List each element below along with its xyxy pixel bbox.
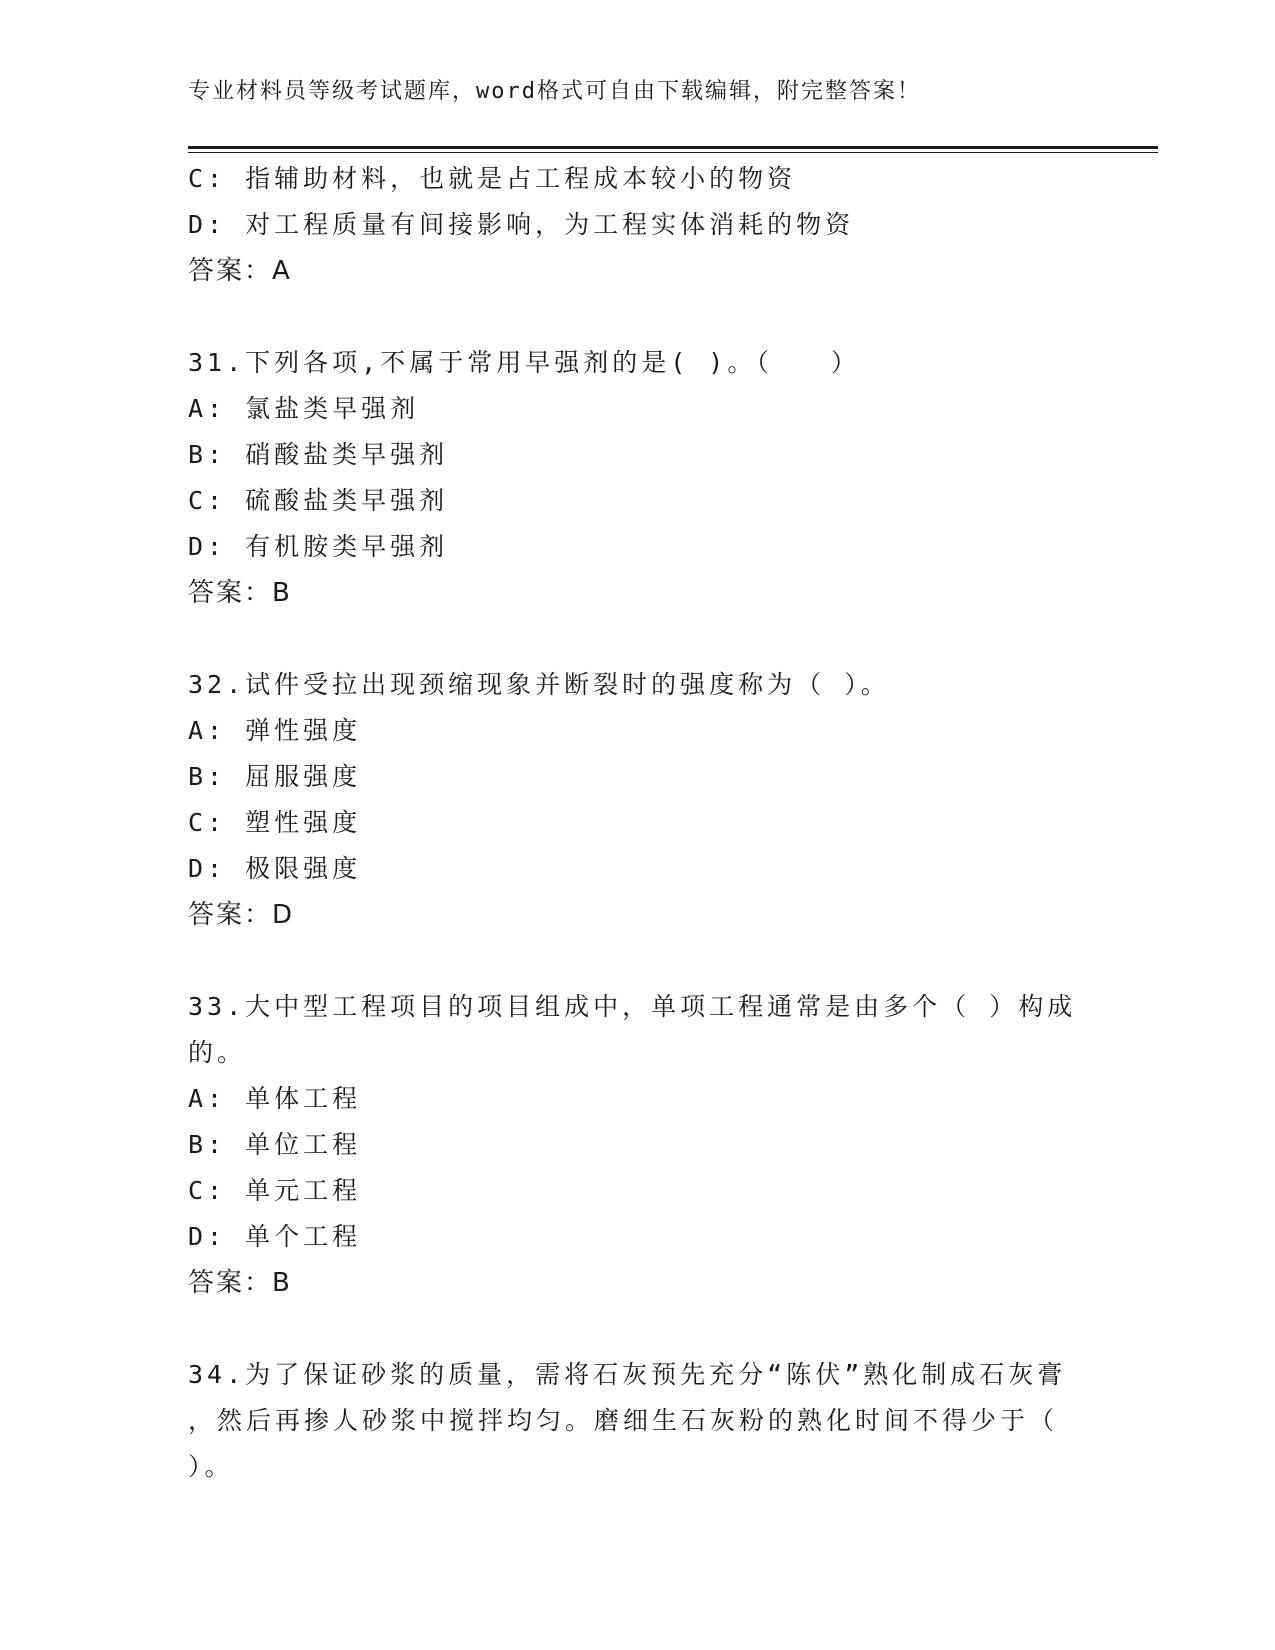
question-stem: 31.下列各项,不属于常用早强剂的是( )。（ ） bbox=[188, 348, 860, 377]
spacer bbox=[188, 938, 1088, 984]
question-stem-continued: ）。 bbox=[188, 1452, 234, 1481]
question-stem: 33.大中型工程项目的项目组成中，单项工程通常是由多个（ ）构成 bbox=[188, 992, 1077, 1021]
option-a: A: 单体工程 bbox=[188, 1084, 362, 1113]
option-d: D: 极限强度 bbox=[188, 854, 362, 883]
spacer bbox=[188, 616, 1088, 662]
option-a: A: 弹性强度 bbox=[188, 716, 362, 745]
answer-line: 答案：B bbox=[188, 1268, 292, 1298]
answer-line: 答案：B bbox=[188, 578, 292, 608]
spacer bbox=[188, 1306, 1088, 1352]
spacer bbox=[188, 294, 1088, 340]
option-a: A: 氯盐类早强剂 bbox=[188, 394, 420, 423]
option-c: C: 单元工程 bbox=[188, 1176, 362, 1205]
option-b: B: 单位工程 bbox=[188, 1130, 362, 1159]
page-header: 专业材料员等级考试题库，word格式可自由下载编辑，附完整答案！ bbox=[188, 79, 921, 104]
question-stem: 34.为了保证砂浆的质量，需将石灰预先充分“陈伏”熟化制成石灰膏 bbox=[188, 1360, 1067, 1389]
question-stem-continued: 的。 bbox=[188, 1038, 247, 1067]
option-c: C: 指辅助材料，也就是占工程成本较小的物资 bbox=[188, 164, 797, 193]
header-rule-thin bbox=[188, 152, 1158, 153]
question-list bbox=[188, 156, 1088, 1490]
question-stem: 32.试件受拉出现颈缩现象并断裂时的强度称为（ ）。 bbox=[188, 670, 890, 699]
option-d: D: 单个工程 bbox=[188, 1222, 362, 1251]
option-c: C: 硫酸盐类早强剂 bbox=[188, 486, 449, 515]
question-stem-continued: ，然后再掺人砂浆中搅拌均匀。磨细生石灰粉的熟化时间不得少于（ bbox=[188, 1406, 1059, 1435]
option-d: D: 有机胺类早强剂 bbox=[188, 532, 449, 561]
answer-line: 答案：A bbox=[188, 256, 292, 286]
option-b: B: 屈服强度 bbox=[188, 762, 362, 791]
option-c: C: 塑性强度 bbox=[188, 808, 362, 837]
answer-line: 答案：D bbox=[188, 900, 295, 930]
option-b: B: 硝酸盐类早强剂 bbox=[188, 440, 449, 469]
header-rule-thick bbox=[188, 146, 1158, 149]
option-d: D: 对工程质量有间接影响，为工程实体消耗的物资 bbox=[188, 210, 855, 239]
